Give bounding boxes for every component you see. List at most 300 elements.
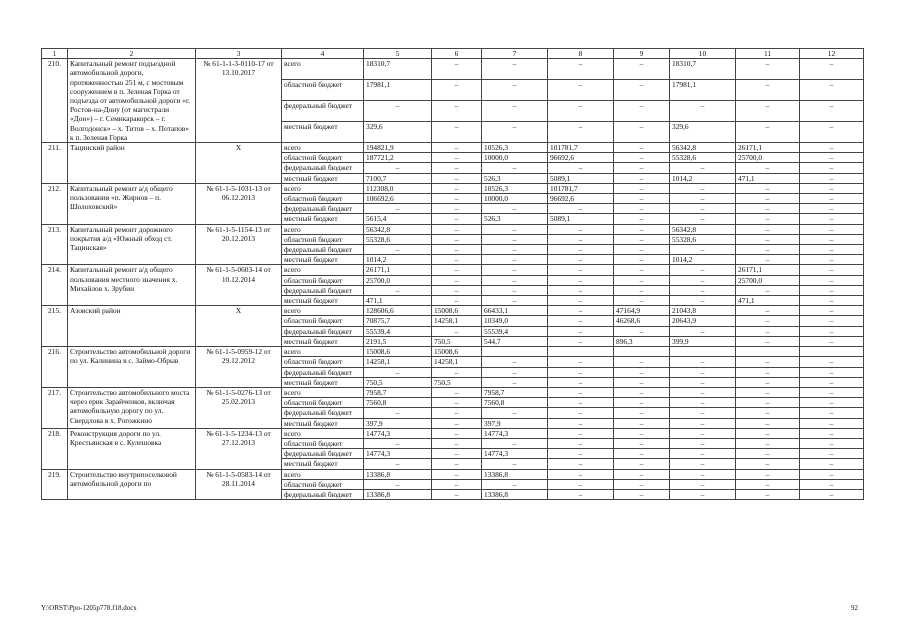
value-cell: 14258,1 xyxy=(364,357,432,367)
value-cell: – xyxy=(800,59,864,80)
value-cell: 18310,7 xyxy=(364,59,432,80)
value-cell: – xyxy=(800,255,864,265)
value-cell: 70875,7 xyxy=(364,316,432,326)
value-cell: 471,1 xyxy=(364,296,432,306)
value-cell: – xyxy=(614,143,670,153)
value-cell: – xyxy=(432,59,482,80)
budget-source-label: местный бюджет xyxy=(282,459,364,469)
budget-source-label: всего xyxy=(282,428,364,438)
row-number: 216. xyxy=(42,347,68,388)
value-cell: – xyxy=(364,285,432,295)
value-cell: – xyxy=(432,163,482,173)
value-cell: – xyxy=(614,153,670,163)
object-name: Строительство автомобильного моста через ерик Зарайченков, включая автомобильную дорогу по ул. Свердлова в х. Рогожкино xyxy=(68,387,196,428)
value-cell: – xyxy=(548,275,614,285)
value-cell: – xyxy=(548,489,614,499)
value-cell: – xyxy=(614,377,670,387)
value-cell: – xyxy=(482,479,548,489)
value-cell: 544,7 xyxy=(482,336,548,346)
budget-source-label: федеральный бюджет xyxy=(282,101,364,122)
budget-source-label: федеральный бюджет xyxy=(282,408,364,418)
value-cell: – xyxy=(670,469,736,479)
row-number: 217. xyxy=(42,387,68,428)
budget-source-label: всего xyxy=(282,469,364,479)
value-cell: – xyxy=(614,183,670,193)
value-cell: – xyxy=(548,469,614,479)
budget-source-label: местный бюджет xyxy=(282,336,364,346)
budget-source-label: областной бюджет xyxy=(282,153,364,163)
value-cell: 56342,8 xyxy=(364,224,432,234)
value-cell: – xyxy=(800,234,864,244)
value-cell: – xyxy=(736,489,800,499)
value-cell: 96692,6 xyxy=(548,153,614,163)
value-cell: – xyxy=(670,459,736,469)
value-cell: – xyxy=(736,367,800,377)
value-cell: – xyxy=(800,326,864,336)
value-cell: – xyxy=(670,449,736,459)
budget-source-label: федеральный бюджет xyxy=(282,204,364,214)
value-cell: – xyxy=(614,214,670,224)
value-cell: – xyxy=(670,214,736,224)
document-number: № 61-1-5-1154-13 от 20.12.2013 xyxy=(196,224,282,265)
value-cell: – xyxy=(670,326,736,336)
value-cell: – xyxy=(614,285,670,295)
value-cell: 10526,3 xyxy=(482,183,548,193)
value-cell: – xyxy=(432,122,482,143)
value-cell: – xyxy=(548,357,614,367)
value-cell: – xyxy=(482,245,548,255)
column-number-header: 9 xyxy=(614,49,670,59)
value-cell: – xyxy=(432,183,482,193)
value-cell: 750,5 xyxy=(432,377,482,387)
value-cell: – xyxy=(736,204,800,214)
document-number: Х xyxy=(196,306,282,347)
budget-source-label: местный бюджет xyxy=(282,214,364,224)
object-name: Азовский район xyxy=(68,306,196,347)
value-cell: 194821,9 xyxy=(364,143,432,153)
budget-source-label: всего xyxy=(282,347,364,357)
value-cell: – xyxy=(614,469,670,479)
value-cell: – xyxy=(800,367,864,377)
value-cell: – xyxy=(548,408,614,418)
value-cell: – xyxy=(432,489,482,499)
value-cell: – xyxy=(800,285,864,295)
object-name: Строительство внутрипоселковой автомобильной дороги по xyxy=(68,469,196,500)
document-number: № 61-1-5-0276-13 от 25.02.2013 xyxy=(196,387,282,428)
value-cell: 187721,2 xyxy=(364,153,432,163)
value-cell: – xyxy=(432,101,482,122)
value-cell: – xyxy=(548,336,614,346)
value-cell: – xyxy=(432,428,482,438)
value-cell: – xyxy=(614,367,670,377)
value-cell: – xyxy=(614,398,670,408)
column-number-header: 3 xyxy=(196,49,282,59)
value-cell: – xyxy=(736,387,800,397)
value-cell: – xyxy=(736,122,800,143)
budget-source-label: областной бюджет xyxy=(282,316,364,326)
value-cell: – xyxy=(670,398,736,408)
value-cell: – xyxy=(364,245,432,255)
value-cell: – xyxy=(800,316,864,326)
value-cell: – xyxy=(800,377,864,387)
budget-source-label: федеральный бюджет xyxy=(282,163,364,173)
value-cell: 26171,1 xyxy=(364,265,432,275)
value-cell: 526,3 xyxy=(482,214,548,224)
row-number: 213. xyxy=(42,224,68,265)
budget-source-label: местный бюджет xyxy=(282,418,364,428)
value-cell: – xyxy=(482,59,548,80)
budget-source-label: федеральный бюджет xyxy=(282,285,364,295)
value-cell: 10349,0 xyxy=(482,316,548,326)
value-cell: – xyxy=(800,173,864,183)
value-cell: 56342,8 xyxy=(670,143,736,153)
table-row xyxy=(42,143,864,153)
value-cell: – xyxy=(548,316,614,326)
object-name: Тацинский район xyxy=(68,143,196,184)
value-cell: – xyxy=(614,296,670,306)
value-cell: – xyxy=(800,479,864,489)
column-number-header: 1 xyxy=(42,49,68,59)
value-cell: – xyxy=(548,479,614,489)
value-cell: – xyxy=(800,101,864,122)
value-cell: 26171,1 xyxy=(736,143,800,153)
value-cell: – xyxy=(800,80,864,101)
object-name: Капитальный ремонт а/д общего пользования «п. Жирнов – п. Шолоховский» xyxy=(68,183,196,224)
document-number: № 61-1-1-3-0110-17 от 13.10.2017 xyxy=(196,59,282,143)
value-cell: – xyxy=(482,438,548,448)
budget-source-label: федеральный бюджет xyxy=(282,326,364,336)
column-number-header: 11 xyxy=(736,49,800,59)
value-cell: – xyxy=(364,163,432,173)
value-cell: 750,5 xyxy=(364,377,432,387)
value-cell: – xyxy=(548,265,614,275)
value-cell: – xyxy=(800,336,864,346)
value-cell: – xyxy=(800,357,864,367)
value-cell: 17981,1 xyxy=(364,80,432,101)
value-cell: – xyxy=(482,234,548,244)
budget-source-label: федеральный бюджет xyxy=(282,489,364,499)
column-number-header: 4 xyxy=(282,49,364,59)
value-cell: 25700,0 xyxy=(736,153,800,163)
value-cell: 7560,8 xyxy=(482,398,548,408)
value-cell: 329,6 xyxy=(364,122,432,143)
column-number-header: 10 xyxy=(670,49,736,59)
value-cell: – xyxy=(482,275,548,285)
budget-source-label: областной бюджет xyxy=(282,80,364,101)
value-cell: 7958,7 xyxy=(482,387,548,397)
value-cell: – xyxy=(800,183,864,193)
value-cell: 14774,3 xyxy=(364,428,432,438)
value-cell: – xyxy=(736,459,800,469)
value-cell: – xyxy=(614,122,670,143)
value-cell: – xyxy=(432,204,482,214)
value-cell: – xyxy=(548,122,614,143)
value-cell: – xyxy=(364,204,432,214)
value-cell: – xyxy=(432,449,482,459)
value-cell: – xyxy=(736,59,800,80)
value-cell: – xyxy=(482,265,548,275)
value-cell xyxy=(800,347,864,357)
document-number: № 61-1-5-0583-14 от 28.11.2014 xyxy=(196,469,282,500)
value-cell: – xyxy=(800,204,864,214)
value-cell: – xyxy=(614,428,670,438)
value-cell: – xyxy=(800,265,864,275)
table-row xyxy=(42,183,864,193)
budget-source-label: областной бюджет xyxy=(282,234,364,244)
value-cell: 14774,3 xyxy=(482,428,548,438)
object-name: Капитальный ремонт подъездной автомобильной дороги, протяженностью 251 м, с мостовым сооружением в п. Зеленая Горка от подъезда от автомобильной дороги «г. Ростов-на-Дону (от магистрали «Дон») – г. Семикаракорск – г. Волгодонск» – х. Титов – х. Потапов» к п. Зеленая Горка xyxy=(68,59,196,143)
table-row xyxy=(42,265,864,275)
value-cell: – xyxy=(432,285,482,295)
value-cell: – xyxy=(482,357,548,367)
value-cell: – xyxy=(736,316,800,326)
budget-source-label: федеральный бюджет xyxy=(282,367,364,377)
value-cell: – xyxy=(614,275,670,285)
value-cell: – xyxy=(736,418,800,428)
value-cell: 471,1 xyxy=(736,173,800,183)
value-cell: – xyxy=(432,479,482,489)
value-cell: – xyxy=(736,163,800,173)
table-row xyxy=(42,428,864,438)
value-cell: 5089,1 xyxy=(548,214,614,224)
column-number-header: 2 xyxy=(68,49,196,59)
value-cell: – xyxy=(548,101,614,122)
value-cell: – xyxy=(548,59,614,80)
value-cell: – xyxy=(800,296,864,306)
value-cell: – xyxy=(800,398,864,408)
value-cell: – xyxy=(548,459,614,469)
table-row xyxy=(42,224,864,234)
value-cell: 55328,6 xyxy=(670,234,736,244)
value-cell: – xyxy=(482,367,548,377)
value-cell: – xyxy=(670,265,736,275)
value-cell: – xyxy=(736,449,800,459)
value-cell: – xyxy=(614,59,670,80)
value-cell: – xyxy=(432,234,482,244)
value-cell: – xyxy=(736,255,800,265)
value-cell: 15008,6 xyxy=(364,347,432,357)
value-cell: – xyxy=(670,194,736,204)
value-cell: 750,5 xyxy=(432,336,482,346)
budget-source-label: всего xyxy=(282,143,364,153)
value-cell: – xyxy=(670,408,736,418)
value-cell: – xyxy=(614,326,670,336)
value-cell: – xyxy=(482,255,548,265)
value-cell: – xyxy=(736,438,800,448)
row-number: 214. xyxy=(42,265,68,306)
value-cell: – xyxy=(614,194,670,204)
value-cell: – xyxy=(548,296,614,306)
value-cell: – xyxy=(670,163,736,173)
value-cell: 96692,6 xyxy=(548,194,614,204)
row-number: 211. xyxy=(42,143,68,184)
value-cell: – xyxy=(614,438,670,448)
value-cell: 14774,3 xyxy=(482,449,548,459)
value-cell: – xyxy=(800,449,864,459)
value-cell: – xyxy=(800,194,864,204)
value-cell: – xyxy=(736,285,800,295)
value-cell: 106692,6 xyxy=(364,194,432,204)
value-cell: – xyxy=(548,326,614,336)
value-cell: – xyxy=(548,398,614,408)
value-cell: – xyxy=(548,224,614,234)
value-cell: – xyxy=(548,245,614,255)
value-cell: – xyxy=(800,418,864,428)
column-number-header: 8 xyxy=(548,49,614,59)
value-cell: – xyxy=(670,367,736,377)
value-cell: – xyxy=(670,489,736,499)
value-cell: – xyxy=(670,204,736,214)
value-cell: – xyxy=(614,449,670,459)
value-cell: – xyxy=(548,234,614,244)
value-cell: 397,9 xyxy=(482,418,548,428)
value-cell: – xyxy=(736,80,800,101)
value-cell xyxy=(482,347,548,357)
value-cell: – xyxy=(736,234,800,244)
value-cell: 128606,6 xyxy=(364,306,432,316)
table-row xyxy=(42,469,864,479)
value-cell: – xyxy=(364,438,432,448)
value-cell: – xyxy=(364,101,432,122)
value-cell: – xyxy=(800,408,864,418)
budget-source-label: всего xyxy=(282,183,364,193)
value-cell xyxy=(614,347,670,357)
value-cell: – xyxy=(548,428,614,438)
value-cell: – xyxy=(432,194,482,204)
budget-source-label: местный бюджет xyxy=(282,296,364,306)
value-cell: 55539,4 xyxy=(482,326,548,336)
value-cell: – xyxy=(614,163,670,173)
value-cell: 15008,6 xyxy=(432,306,482,316)
value-cell: – xyxy=(548,449,614,459)
value-cell: – xyxy=(548,377,614,387)
value-cell: 471,1 xyxy=(736,296,800,306)
budget-source-label: всего xyxy=(282,224,364,234)
value-cell: – xyxy=(432,408,482,418)
value-cell: – xyxy=(548,387,614,397)
value-cell: – xyxy=(432,296,482,306)
value-cell: 17981,1 xyxy=(670,80,736,101)
value-cell: – xyxy=(736,398,800,408)
row-number: 219. xyxy=(42,469,68,500)
value-cell: – xyxy=(670,101,736,122)
value-cell: – xyxy=(800,214,864,224)
value-cell: – xyxy=(432,459,482,469)
value-cell xyxy=(736,347,800,357)
value-cell: – xyxy=(614,234,670,244)
column-number-header: 12 xyxy=(800,49,864,59)
value-cell: – xyxy=(432,255,482,265)
row-number: 212. xyxy=(42,183,68,224)
footer-file-path: Y:\ORST\Ppo-1205p778.f18.docx xyxy=(41,604,137,612)
column-number-header: 6 xyxy=(432,49,482,59)
document-number: № 61-1-5-0603-14 от 10.12.2014 xyxy=(196,265,282,306)
value-cell: – xyxy=(670,357,736,367)
value-cell: – xyxy=(614,459,670,469)
value-cell: 896,3 xyxy=(614,336,670,346)
budget-source-label: всего xyxy=(282,265,364,275)
value-cell: 18310,7 xyxy=(670,59,736,80)
value-cell: – xyxy=(548,255,614,265)
value-cell: 13386,8 xyxy=(482,469,548,479)
value-cell: – xyxy=(736,408,800,418)
value-cell: – xyxy=(482,80,548,101)
value-cell: – xyxy=(736,306,800,316)
value-cell: – xyxy=(800,428,864,438)
value-cell: – xyxy=(432,418,482,428)
value-cell: – xyxy=(670,183,736,193)
document-number: № 61-1-5-1234-13 от 27.12.2013 xyxy=(196,428,282,469)
budget-source-label: местный бюджет xyxy=(282,173,364,183)
budget-source-label: местный бюджет xyxy=(282,377,364,387)
value-cell: – xyxy=(800,245,864,255)
value-cell: – xyxy=(670,418,736,428)
value-cell: – xyxy=(364,367,432,377)
object-name: Капитальный ремонт дорожного покрытия а/д «Южный обход ст. Тацинская» xyxy=(68,224,196,265)
value-cell: – xyxy=(548,438,614,448)
table-row xyxy=(42,387,864,397)
value-cell: 10000,0 xyxy=(482,194,548,204)
value-cell: 14774,3 xyxy=(364,449,432,459)
value-cell: 55539,4 xyxy=(364,326,432,336)
value-cell: 101781,7 xyxy=(548,183,614,193)
value-cell: – xyxy=(432,80,482,101)
value-cell: 112308,0 xyxy=(364,183,432,193)
budget-source-label: всего xyxy=(282,59,364,80)
value-cell: – xyxy=(614,479,670,489)
value-cell: 26171,1 xyxy=(736,265,800,275)
document-number: № 61-1-5-1031-13 от 06.12.2013 xyxy=(196,183,282,224)
value-cell: 15008,6 xyxy=(432,347,482,357)
value-cell: 5089,1 xyxy=(548,173,614,183)
value-cell: 10000,0 xyxy=(482,153,548,163)
value-cell: – xyxy=(548,306,614,316)
value-cell: – xyxy=(736,101,800,122)
value-cell: – xyxy=(670,387,736,397)
value-cell: – xyxy=(432,265,482,275)
value-cell: – xyxy=(800,469,864,479)
value-cell: – xyxy=(800,489,864,499)
row-number: 215. xyxy=(42,306,68,347)
value-cell: – xyxy=(482,163,548,173)
value-cell: – xyxy=(432,469,482,479)
value-cell: – xyxy=(800,163,864,173)
value-cell: – xyxy=(432,387,482,397)
object-name: Реконструкция дороги по ул. Крестьянская в с. Кулешовка xyxy=(68,428,196,469)
value-cell: – xyxy=(736,224,800,234)
value-cell: – xyxy=(482,296,548,306)
value-cell: – xyxy=(736,479,800,489)
value-cell: – xyxy=(670,296,736,306)
budget-source-label: областной бюджет xyxy=(282,275,364,285)
value-cell: – xyxy=(736,357,800,367)
document-number: № 61-1-5-0959-12 от 29.12.2012 xyxy=(196,347,282,388)
value-cell: – xyxy=(736,377,800,387)
value-cell: – xyxy=(482,122,548,143)
value-cell: – xyxy=(548,285,614,295)
value-cell: – xyxy=(736,183,800,193)
value-cell: 7560,8 xyxy=(364,398,432,408)
budget-source-label: областной бюджет xyxy=(282,194,364,204)
value-cell: – xyxy=(736,214,800,224)
value-cell xyxy=(670,347,736,357)
value-cell: – xyxy=(614,173,670,183)
value-cell: – xyxy=(614,224,670,234)
value-cell: – xyxy=(364,408,432,418)
value-cell: – xyxy=(432,367,482,377)
value-cell: – xyxy=(432,173,482,183)
value-cell: 399,9 xyxy=(670,336,736,346)
